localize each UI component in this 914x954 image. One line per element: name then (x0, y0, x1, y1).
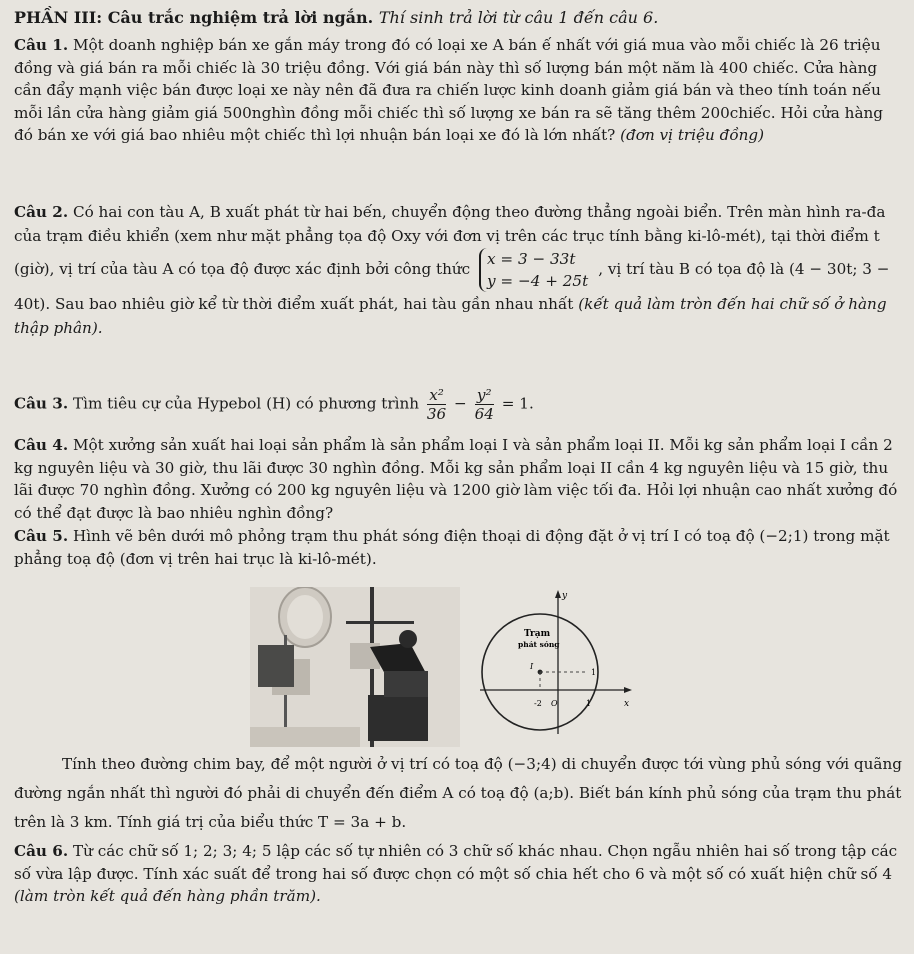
question-4 (14, 434, 906, 524)
fraction-x-numerator: x² (427, 386, 446, 405)
question-1-text: Một doanh nghiệp bán xe gắn máy trong đó có loại xe A bán ế nhất với giá mua vào mỗi chiếc là 26 triệu đồng và giá bán ra mỗi chiếc là 30 triệu đồng. Với giá bán này thì số lượng bán một năm là 400 chiếc. Cửa hàng cần đẩy mạnh việc bán được loại xe này nên đã đưa ra chiến lược kinh doanh giảm giá bán và theo tính toán nếu mỗi lần cửa hàng giảm giá 500nghìn đồng mỗi chiếc thì số lượng xe bán ra sẽ tăng thêm 200chiếc. Hỏi cửa hàng đó bán xe với giá bao nhiêu một chiếc thì lợi nhuận bán loại xe đó là lớn nhất? (14, 36, 884, 145)
fraction-x (427, 386, 446, 423)
section-heading (14, 6, 904, 30)
question-5-label: Câu 5. (14, 527, 69, 545)
question-2-text-a: Có hai con tàu A, B xuất phát từ hai bến, chuyển động theo đường thẳng ngoài biển. Trên màn hình ra-đa của trạm điều khiển (xem như mặt phẳng tọa độ Oxy với đơn vị trên các trục tính bằng ki-lô-mét), tại thời điểm t (giờ), vị trí của tàu A có tọa độ được xác định bởi công thức (14, 203, 886, 278)
question-6-note: (làm tròn kết quả đến hàng phần trăm). (14, 887, 321, 906)
question-6-label: Câu 6. (14, 842, 69, 860)
section-instruction: Thí sinh trả lời từ câu 1 đến câu 6. (378, 8, 659, 27)
tower-technician-photo (250, 587, 460, 747)
fraction-y-denominator: 64 (474, 405, 494, 423)
tick-x-minus-2: -2 (534, 699, 542, 708)
origin-label: O (551, 699, 558, 708)
station-label-line2: phát sóng (518, 640, 560, 649)
question-4-label: Câu 4. (14, 436, 69, 454)
fraction-y (475, 386, 494, 423)
question-1 (14, 34, 906, 147)
equation-rest: = 1. (501, 394, 534, 413)
question-6 (14, 840, 906, 908)
question-5-continued (14, 750, 906, 837)
point-i-label: I (530, 662, 534, 671)
question-4-text: Một xưởng sản xuất hai loại sản phẩm là sản phẩm loại I và sản phẩm loại II. Mỗi kg sản phẩm loại I cần 2 kg nguyên liệu và 30 giờ, thu lãi được 30 nghìn đồng. Mỗi kg sản phẩm loại II cần 4 kg nguyên liệu và 15 giờ, thu lãi được 70 nghìn đồng. Xưởng có 200 kg nguyên liệu và 1200 giờ làm việc tối đa. Hỏi lợi nhuận cao nhất xưởng đó có thể đạt được là bao nhiêu nghìn đồng? (14, 436, 898, 522)
equation-y: y = −4 + 25t (487, 272, 589, 290)
ship-a-equation-system (479, 248, 594, 292)
y-axis-arrow-icon (555, 590, 561, 598)
tick-x-1: 1 (586, 699, 592, 708)
station-coverage-diagram (478, 588, 636, 736)
section-title: PHẦN III: Câu trắc nghiệm trả lời ngắn. (14, 8, 374, 27)
fraction-x-denominator: 36 (426, 405, 447, 423)
question-2-note: (kết quả làm tròn đến hai chữ số ở hàng thập phân). (14, 295, 887, 337)
question-1-unit: (đơn vị triệu đồng) (620, 126, 765, 145)
y-axis-label: y (562, 591, 568, 601)
question-6-text: Từ các chữ số 1; 2; 3; 4; 5 lập các số tự nhiên có 3 chữ số khác nhau. Chọn ngẫu nhiên hai số trong tập các số vừa lập được. Tính xác suất để trong hai số được chọn có một số chia hết cho 6 và một số có xuất hiện chữ số 4 (14, 842, 898, 883)
question-2 (14, 200, 906, 340)
question-3-text: Tìm tiêu cự của Hypebol (H) có phương trình (72, 394, 420, 413)
tick-y-1: 1 (591, 668, 597, 677)
question-5 (14, 525, 906, 570)
question-2-text-b: , vị trí tàu B có tọa độ là (4 − 30t; 3 − 40t). Sau bao nhiêu giờ kể từ thời điểm xuất phát, hai tàu gần nhau nhất (14, 260, 890, 313)
x-axis-arrow-icon (624, 687, 632, 693)
equation-x: x = 3 − 33t (487, 250, 576, 268)
question-1-label: Câu 1. (14, 36, 69, 54)
question-3-label: Câu 3. (14, 394, 69, 413)
fraction-y-numerator: y² (475, 386, 494, 405)
question-5-text-after: Tính theo đường chim bay, để một người ở vị trí có toạ độ (−3;4) di chuyển được tới vùng phủ sóng với quãng đường ngắn nhất thì người đó phải di chuyển đến điểm A có toạ độ (a;b). Biết bán kính phủ sóng của trạm thu phát trên là 3 km. Tính giá trị của biểu thức T = 3a + b. (14, 755, 902, 831)
question-2-label: Câu 2. (14, 203, 69, 221)
station-label-line1: Trạm (524, 629, 551, 639)
question-3: Câu 3. Tìm tiêu cự của Hypebol (H) có phương trình $\frac{\text{x²}}{36}$ − $\frac{\text{y²}}{64}$ = 1. (14, 386, 534, 423)
x-axis-label: x (624, 699, 630, 709)
question-5-text: Hình vẽ bên dưới mô phỏng trạm thu phát sóng điện thoại di động đặt ở vị trí I có toạ độ (−2;1) trong mặt phẳng toạ độ (đơn vị trên hai trục là ki-lô-mét). (14, 527, 890, 568)
